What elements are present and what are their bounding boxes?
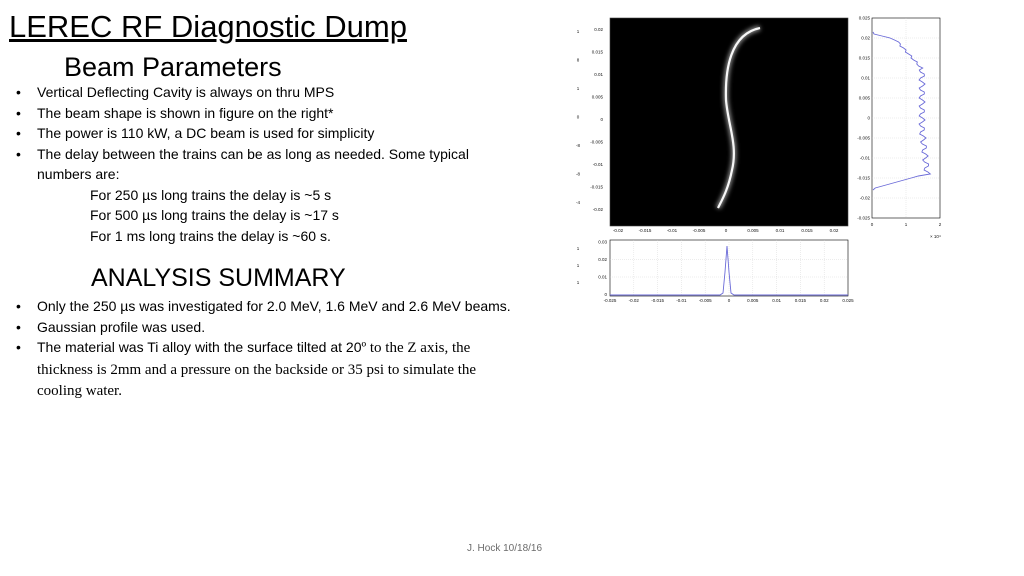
tick-label: 0.015 xyxy=(794,298,807,303)
tick-label: 0.01 xyxy=(594,72,603,77)
tick-label: 0.025 xyxy=(842,298,854,303)
tick-label: 1 xyxy=(576,86,580,91)
tick-label: 0.02 xyxy=(819,298,829,303)
tick-label: 0 xyxy=(576,114,580,120)
delay-line: For 250 µs long trains the delay is ~5 s xyxy=(90,186,332,203)
bottom-outer-ticks xyxy=(577,246,580,285)
tick-label: 0.03 xyxy=(598,239,607,245)
tick-label: -8 xyxy=(575,143,581,148)
tick-label: -0.02 xyxy=(592,207,603,212)
tick-label: 0 xyxy=(600,117,603,122)
bullet-text: Vertical Deflecting Cavity is always on thru MPS xyxy=(37,84,335,100)
tick-label: 0 xyxy=(724,228,728,233)
bullet-text: Gaussian profile was used. xyxy=(37,318,206,335)
slide-title: LEREC RF Diagnostic Dump xyxy=(9,9,407,44)
bottom-x-ticks xyxy=(604,298,855,303)
tick-label: -0.005 xyxy=(857,135,870,141)
tick-label: 0.015 xyxy=(801,228,813,233)
tick-label: -8 xyxy=(575,171,581,177)
beam-parameters-list xyxy=(16,82,496,246)
bullet-text: The beam shape is shown in figure on the right* xyxy=(37,104,334,121)
tick-label: 0.01 xyxy=(772,298,781,303)
tick-label: 0 xyxy=(727,298,731,303)
tick-label: 0 xyxy=(604,292,607,297)
tick-label: 0.02 xyxy=(829,228,839,233)
tick-label: 0.025 xyxy=(858,15,870,21)
main-x-ticks xyxy=(613,228,839,233)
slide-subtitle: Beam Parameters xyxy=(64,52,282,82)
tick-label: 0.02 xyxy=(594,27,603,32)
beam-shape-figure xyxy=(560,10,960,310)
tick-label: 1 xyxy=(576,263,580,268)
tick-label: -0.02 xyxy=(859,195,870,201)
tick-label: 0.005 xyxy=(591,94,603,100)
tick-label: -0.005 xyxy=(590,139,603,145)
delay-line: For 1 ms long trains the delay is ~60 s. xyxy=(90,227,331,244)
tick-label: -0.01 xyxy=(592,162,603,167)
tick-label: -0.02 xyxy=(612,228,624,233)
tick-label: -0.005 xyxy=(698,298,712,303)
tick-label: 0.02 xyxy=(598,257,607,262)
tick-label: -4 xyxy=(575,200,581,205)
tick-label: 0.015 xyxy=(858,55,870,61)
tick-label: 1 xyxy=(576,29,580,34)
tick-label: 0.005 xyxy=(747,298,759,303)
tick-label: -0.025 xyxy=(603,298,617,303)
bullet-item xyxy=(16,82,496,103)
main-y-ticks xyxy=(590,27,603,212)
tick-label: -0.025 xyxy=(857,215,870,221)
bullet-item xyxy=(16,317,516,338)
tick-label: 1 xyxy=(904,222,908,227)
bullet-item xyxy=(16,103,496,124)
tick-label: 2 xyxy=(938,222,942,227)
right-y-ticks xyxy=(857,16,870,221)
right-x-ticks xyxy=(871,222,942,227)
tick-label: 0.005 xyxy=(747,228,759,233)
bullet-item xyxy=(16,123,496,144)
tick-label: 1 xyxy=(576,246,580,251)
tick-label: -0.005 xyxy=(692,228,706,233)
tick-label: 0 xyxy=(870,222,874,227)
bullet-item xyxy=(16,144,496,247)
delay-line: For 500 µs long trains the delay is ~17 s xyxy=(90,207,339,223)
tick-label: -0.01 xyxy=(859,155,870,161)
analysis-heading: ANALYSIS SUMMARY xyxy=(91,264,346,292)
bullet-text: Only the 250 µs was investigated for 2.0 MeV, 1.6 MeV and 2.6 MeV beams. xyxy=(37,298,511,314)
tick-label: 0.01 xyxy=(861,75,870,81)
bullet-item xyxy=(16,296,516,317)
tick-label: -0.01 xyxy=(676,298,687,303)
bullet-text: The delay between the trains can be as long as needed. Some typical numbers are: xyxy=(37,145,469,182)
bullet-text: The material was Ti alloy with the surface tilted at 20 xyxy=(37,339,362,355)
right-multiplier: × 10⁴ xyxy=(930,234,941,239)
bottom-y-ticks xyxy=(598,240,607,298)
analysis-list xyxy=(16,296,516,402)
tick-label: 8 xyxy=(576,57,580,63)
tick-label: -0.015 xyxy=(638,228,652,233)
tick-label: 0.01 xyxy=(775,228,785,233)
tick-label: 0.01 xyxy=(598,274,607,280)
tick-label: -0.02 xyxy=(628,298,639,303)
footer-author-date: J. Hock 10/18/16 xyxy=(467,543,543,554)
tick-label: -0.015 xyxy=(857,175,870,181)
tick-label: 0.005 xyxy=(858,95,870,101)
tick-label: -0.015 xyxy=(590,184,603,190)
tick-label: 0.02 xyxy=(861,35,870,41)
tick-label: 1 xyxy=(576,280,580,285)
tick-label: -0.01 xyxy=(666,228,678,233)
tick-label: 0 xyxy=(867,115,870,121)
tick-label: -0.015 xyxy=(651,298,664,303)
outer-left-ticks xyxy=(576,29,580,205)
bullet-text: The power is 110 kW, a DC beam is used for simplicity xyxy=(37,125,375,141)
tick-label: 0.015 xyxy=(591,49,603,55)
bullet-item xyxy=(16,337,516,402)
bullet-text-serif: º to the Z axis, the thickness is 2mm and a pressure on the backside or 35 psi to simulate the cooling water. xyxy=(37,340,477,399)
